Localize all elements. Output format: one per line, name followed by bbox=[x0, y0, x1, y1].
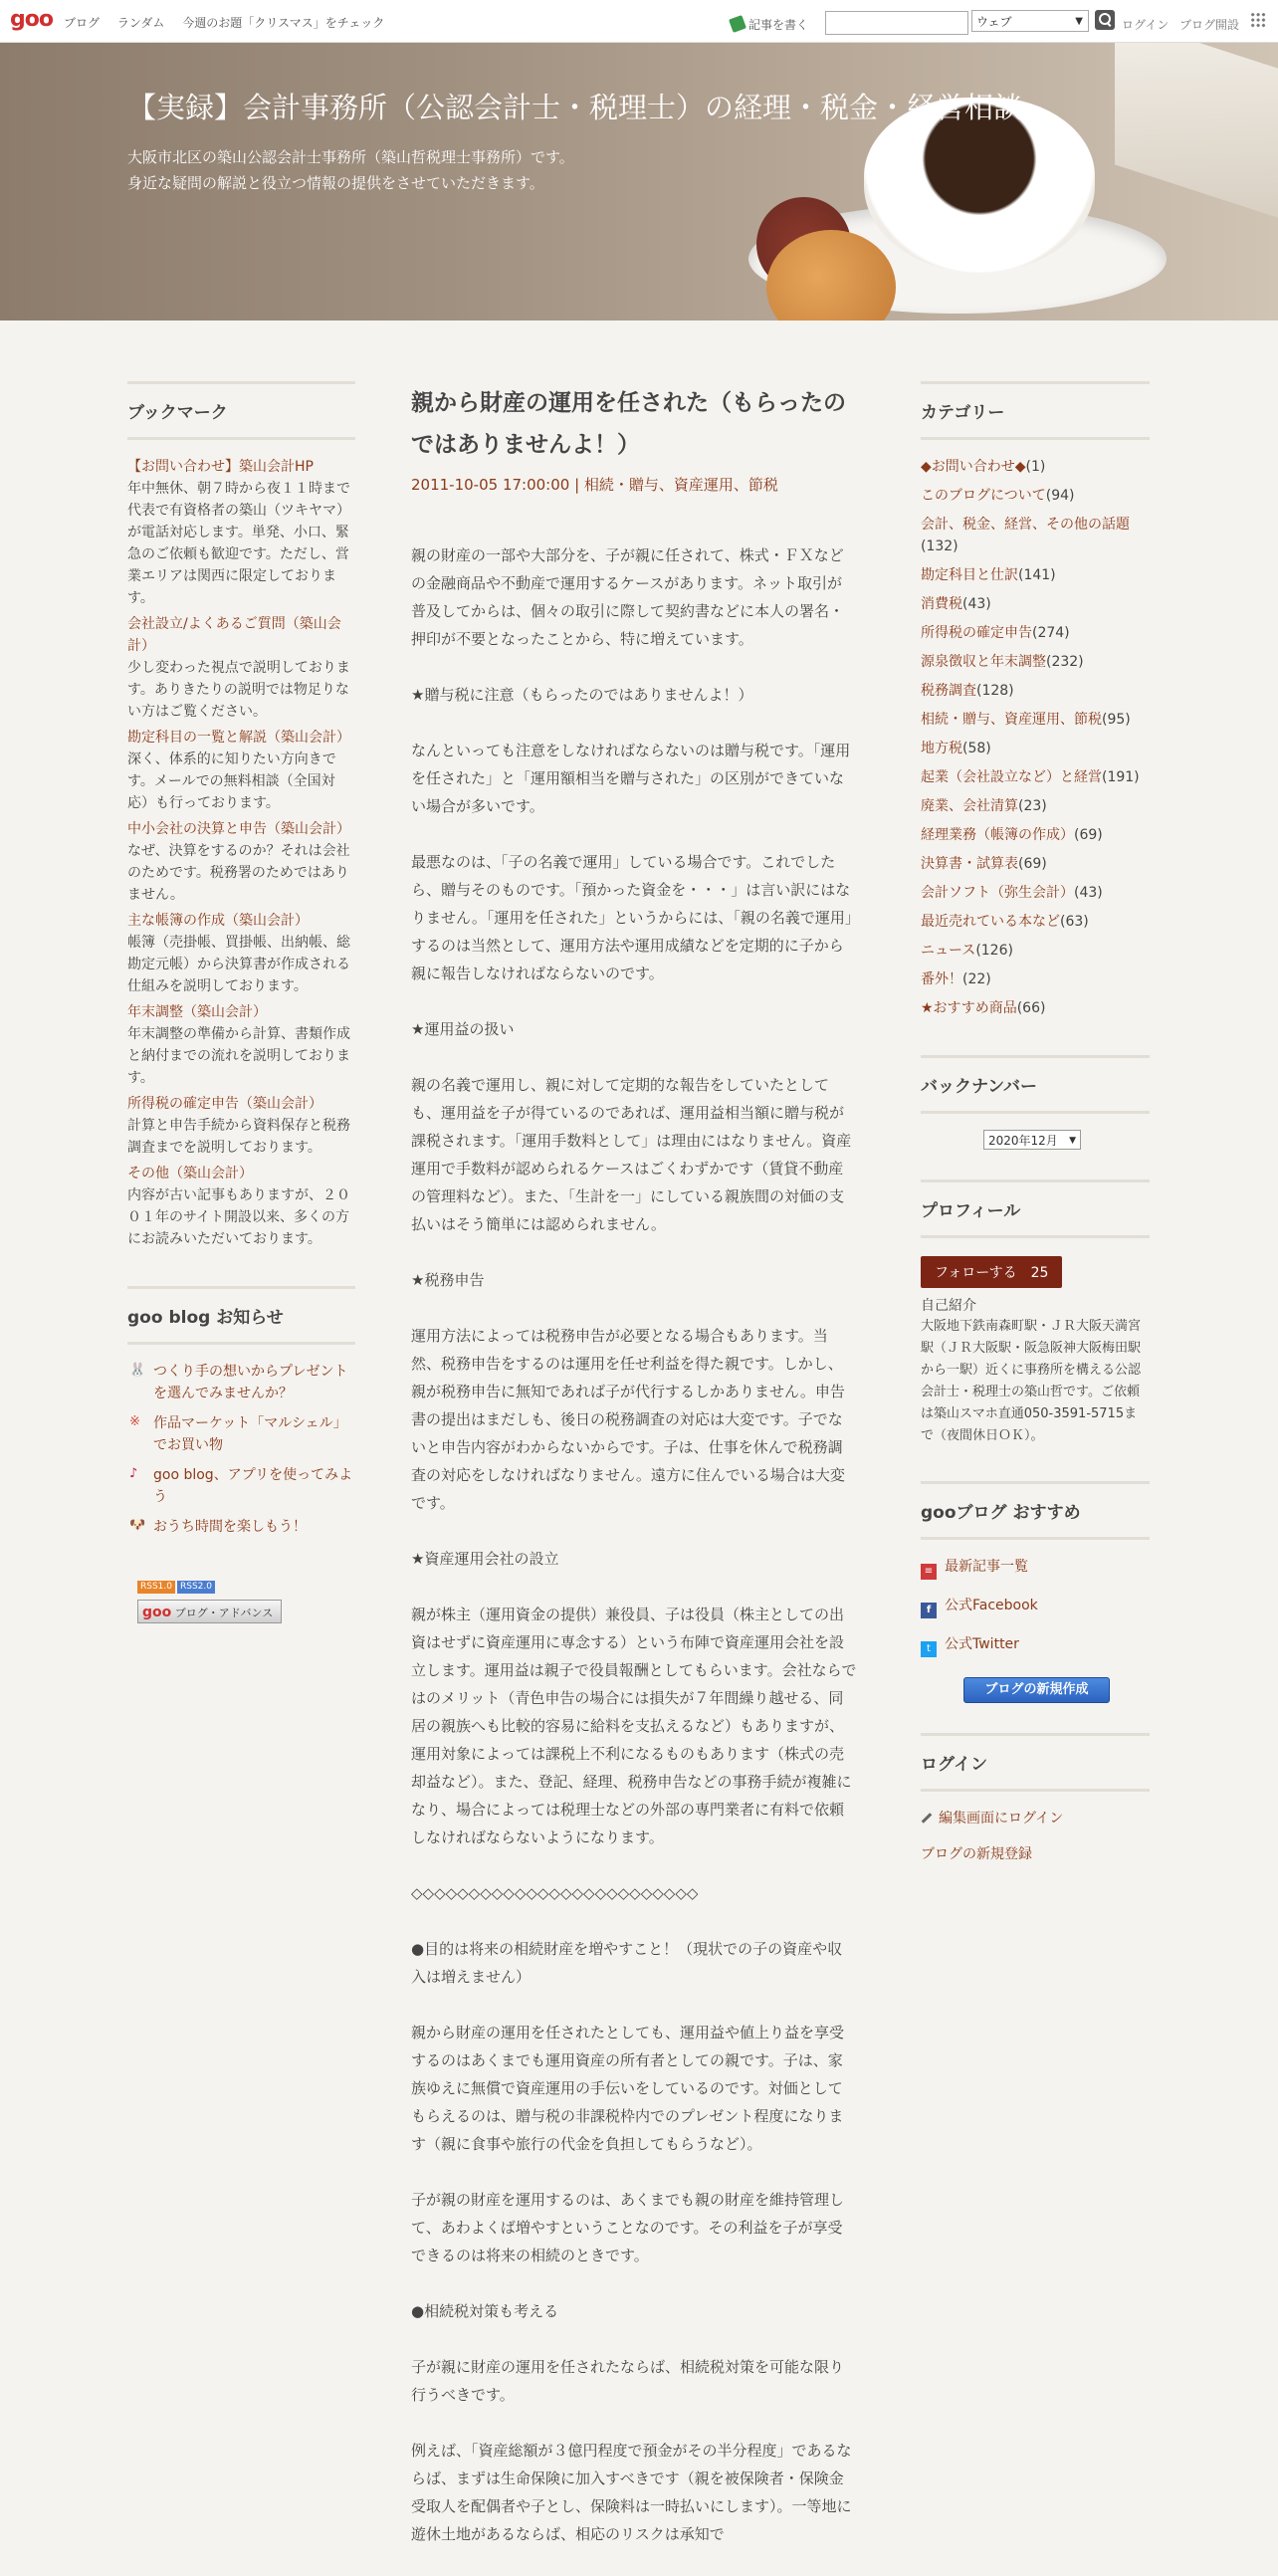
category-count: (94) bbox=[1045, 488, 1075, 504]
post-paragraph: 運用方法によっては税務申告が必要となる場合もあります。当然、税務申告をするのは運用を任せ利益を得た親です。しかし、親が税務申告に無知であれば子が代行するしかありません。申告書の提出はまだしも、後日の税務調査の対応は大変です。子でないと申告内容がわからないからです。子は、仕事を休んで税務調査の対応をしなければなりません。遠方に住んでいる場合は大変です。 bbox=[411, 1327, 845, 1512]
category-item bbox=[921, 456, 1150, 478]
recommend-label: 公式Facebook bbox=[945, 1598, 1038, 1613]
category-link[interactable]: ニュース bbox=[921, 943, 976, 959]
category-link[interactable]: 所得税の確定申告 bbox=[921, 625, 1032, 641]
bookmark-list bbox=[127, 456, 355, 1250]
archive-month-value: 2020年12月 bbox=[988, 1134, 1058, 1148]
nav-weekly-topic[interactable]: 今週のお題「クリスマス」をチェック bbox=[182, 16, 385, 30]
category-item bbox=[921, 795, 1150, 817]
pen-icon bbox=[729, 15, 746, 33]
new-blog-button[interactable]: ブログの新規作成 bbox=[963, 1677, 1110, 1703]
category-link[interactable]: 最近売れている本など bbox=[921, 914, 1060, 930]
blog-description-line-2: 身近な疑問の解説と役立つ情報の提供をさせていただきます。 bbox=[127, 174, 544, 192]
bookmark-link[interactable]: 主な帳簿の作成（築山会計） bbox=[127, 913, 309, 929]
category-count: (141) bbox=[1018, 567, 1056, 583]
twitter-icon: t bbox=[921, 1641, 937, 1657]
notice-item[interactable] bbox=[127, 1516, 355, 1538]
nav-blog[interactable]: ブログ bbox=[64, 16, 101, 30]
category-item bbox=[921, 593, 1150, 615]
blog-advance-banner[interactable] bbox=[137, 1600, 282, 1623]
category-link[interactable]: 決算書・試算表 bbox=[921, 856, 1018, 872]
category-item bbox=[921, 968, 1150, 990]
post-date[interactable]: 2011-10-05 17:00:00 bbox=[411, 476, 570, 494]
blog-description-line-1: 大阪市北区の築山公認会計士事務所（築山哲税理士事務所）です。 bbox=[127, 148, 574, 166]
notice-text: つくり手の想いからプレゼントを選んでみませんか？ bbox=[153, 1364, 348, 1401]
bookmark-desc: 少し変わった視点で説明しております。ありきたりの説明では物足りない方はご覧ください。 bbox=[127, 660, 350, 720]
post-body bbox=[411, 541, 857, 2548]
profile-heading: プロフィール bbox=[921, 1180, 1150, 1238]
notice-item[interactable] bbox=[127, 1361, 355, 1404]
category-count: (95) bbox=[1102, 712, 1131, 728]
article-list-icon: ≡ bbox=[921, 1564, 937, 1580]
rss1-badge[interactable]: RSS1.0 bbox=[137, 1581, 175, 1594]
blog-header bbox=[0, 43, 1278, 321]
profile-label: 自己紹介 bbox=[921, 1298, 976, 1314]
post-paragraph: 親が株主（運用資金の提供）兼役員、子は役員（株主としての出資はせずに資産運用に専念する）という布陣で資産運用会社を設立します。運用益は親子で役員報酬としてもらいます。会社ならではのメリット（青色申告の場合には損失が７年間繰り越せる、同居の親族へも比較的容易に給料を支払えるなど）もありますが、運用対象によっては課税上不利になるものもあります（株式の売却益など）。また、登記、経理、税務申告などの事務手続が複雑になり、場合によっては税理士などの外部の専門業者に有料で依頼しなければならないようになります。 bbox=[411, 1606, 857, 1846]
recommend-label: 最新記事一覧 bbox=[945, 1559, 1028, 1575]
post-paragraph: ★贈与税に注意（もらったのではありませんよ！） bbox=[411, 686, 753, 704]
post-paragraph: ●目的は将来の相続財産を増やすこと！（現状での子の資産や収入は増えません） bbox=[411, 1940, 843, 1986]
facebook-icon: f bbox=[921, 1603, 937, 1618]
bookmark-link[interactable]: 勘定科目の一覧と解説（築山会計） bbox=[127, 730, 350, 746]
category-count: (1) bbox=[1025, 459, 1046, 475]
category-count: (128) bbox=[976, 683, 1014, 699]
category-count: (191) bbox=[1102, 769, 1140, 785]
bookmark-link[interactable]: その他（築山会計） bbox=[127, 1166, 253, 1181]
bookmark-link[interactable]: 中小会社の決算と申告（築山会計） bbox=[127, 821, 350, 837]
music-icon: ♪ bbox=[129, 1466, 138, 1481]
nav-random[interactable]: ランダム bbox=[116, 16, 165, 30]
category-count: (22) bbox=[962, 971, 991, 987]
category-link[interactable]: ★おすすめ商品 bbox=[921, 1000, 1017, 1016]
category-item bbox=[921, 738, 1150, 759]
bookmark-desc: 年中無休、朝７時から夜１１時まで代表で有資格者の築山（ツキヤマ）が電話対応します。単発、小口、緊急のご依頼も歓迎です。ただし、営業エリアは関西に限定しております。 bbox=[127, 481, 350, 606]
post-paragraph: 例えば、「資産総額が３億円程度で預金がその半分程度」であるならば、まずは生命保険に加入すべきです（親を被保険者・保険金受取人を配偶者や子とし、保険料は一時払いにします）。一等地に遊休土地があるならば、相応のリスクは承知で bbox=[411, 2442, 852, 2543]
archive-month-select[interactable] bbox=[983, 1130, 1081, 1150]
category-item bbox=[921, 709, 1150, 731]
bookmark-item bbox=[127, 1163, 355, 1250]
notice-text: 作品マーケット「マルシェル」でお買い物 bbox=[153, 1415, 347, 1453]
bookmark-link[interactable]: 年末調整（築山会計） bbox=[127, 1004, 267, 1020]
category-count: (66) bbox=[1016, 1000, 1046, 1016]
post-paragraph: 親から財産の運用を任されたとしても、運用益や値上り益を享受するのはあくまでも運用資産の所有者としての親です。子は、家族ゆえに無償で資産運用の手伝いをしているのです。対価としてもらえるのは、贈与税の非課税枠内でのプレゼント程度になります（親に食事や旅行の代金を負担してもらうなど）。 bbox=[411, 2024, 845, 2153]
post-paragraph: 最悪なのは、「子の名義で運用」している場合です。これでしたら、贈与そのものです。「預かった資金を・・・」は言い訳にはなりません。「運用を任された」というからには、「親の名義で運用」するのは当然として、運用方法や運用成績などを定期的に子から親に報告しなければならないのです。 bbox=[411, 853, 853, 982]
recommend-label: 公式Twitter bbox=[945, 1636, 1019, 1652]
category-item bbox=[921, 853, 1150, 875]
notice-text: goo blog、アプリを使ってみよう bbox=[153, 1467, 353, 1505]
blog-title[interactable]: 【実録】会計事務所（公認会計士・税理士）の経理・税金・経営相談 bbox=[127, 91, 1023, 124]
notice-text: おうち時間を楽しもう！ bbox=[153, 1519, 307, 1535]
category-count: (132) bbox=[921, 538, 958, 554]
post-paragraph: 親の財産の一部や大部分を、子が親に任されて、株式・ＦＸなどの金融商品や不動産で運用するケースがあります。ネット取引が普及してからは、個々の取引に際して契約書などに本人の署名・押印が不要となったことから、特に増えています。 bbox=[411, 546, 845, 648]
category-item bbox=[921, 680, 1150, 702]
post-paragraph: ★資産運用会社の設立 bbox=[411, 1550, 559, 1568]
category-link[interactable]: 源泉徴収と年末調整 bbox=[921, 654, 1046, 670]
rss2-badge[interactable]: RSS2.0 bbox=[177, 1581, 215, 1594]
notice-list bbox=[127, 1361, 355, 1538]
notice-item[interactable] bbox=[127, 1464, 355, 1508]
category-link[interactable]: 相続・贈与、資産運用、節税 bbox=[921, 712, 1102, 728]
bookmark-desc: 年末調整の準備から計算、書類作成と納付までの流れを説明しております。 bbox=[127, 1026, 350, 1086]
write-article-label: 記事を書く bbox=[748, 18, 809, 32]
left-sidebar bbox=[127, 381, 355, 1623]
category-count: (23) bbox=[1018, 798, 1047, 814]
post-paragraph: ★税務申告 bbox=[411, 1271, 485, 1289]
bookmark-item bbox=[127, 456, 355, 609]
category-item bbox=[921, 824, 1150, 846]
category-heading: カテゴリー bbox=[921, 381, 1150, 440]
search-scope-select[interactable] bbox=[971, 10, 1089, 32]
category-count: (43) bbox=[1074, 885, 1103, 901]
category-link[interactable]: 消費税 bbox=[921, 596, 962, 612]
header-book-decoration bbox=[1115, 43, 1278, 220]
category-link[interactable]: 税務調査 bbox=[921, 683, 976, 699]
category-count: (58) bbox=[962, 741, 991, 756]
bookmark-desc: なぜ、決算をするのか？それは会社のためです。税務署のためではありません。 bbox=[127, 843, 350, 903]
search-scope-value: ウェブ bbox=[976, 15, 1012, 29]
bookmark-desc: 内容が古い記事もありますが、２００１年のサイト開設以来、多くの方にお読みいただいております。 bbox=[127, 1187, 350, 1247]
chevron-down-icon: ▼ bbox=[1069, 1136, 1076, 1146]
category-item bbox=[921, 882, 1150, 904]
open-blog-link[interactable]: ブログ開設 bbox=[1179, 18, 1240, 32]
category-count: (63) bbox=[1060, 914, 1089, 930]
bookmark-desc: 帳簿（売掛帳、買掛帳、出納帳、総勘定元帳）から決算書が作成される仕組みを説明しております。 bbox=[127, 935, 350, 994]
category-link[interactable]: 勘定科目と仕訳 bbox=[921, 567, 1018, 583]
category-item bbox=[921, 911, 1150, 933]
post-category[interactable]: 相続・贈与、資産運用、節税 bbox=[583, 476, 778, 494]
bookmark-link[interactable]: 会社設立/よくあるご質問（築山会計） bbox=[127, 616, 341, 654]
advance-goo-logo: goo bbox=[142, 1605, 172, 1620]
category-count: (232) bbox=[1046, 654, 1084, 670]
top-bar bbox=[0, 0, 1278, 43]
search-button[interactable] bbox=[1095, 10, 1115, 30]
bookmark-item bbox=[127, 1001, 355, 1089]
edit-login-link[interactable] bbox=[921, 1808, 1150, 1829]
bookmark-item bbox=[127, 1093, 355, 1159]
article bbox=[411, 381, 857, 2576]
category-item bbox=[921, 766, 1150, 788]
search-input[interactable] bbox=[825, 11, 968, 35]
login-heading: ログイン bbox=[921, 1733, 1150, 1792]
bookmark-item bbox=[127, 613, 355, 723]
login-link[interactable]: ログイン bbox=[1122, 18, 1170, 32]
bookmark-heading: ブックマーク bbox=[127, 381, 355, 440]
bookmark-item bbox=[127, 727, 355, 814]
write-article-link[interactable] bbox=[731, 16, 808, 33]
category-item bbox=[921, 651, 1150, 673]
category-link[interactable]: 起業（会社設立など）と経営 bbox=[921, 769, 1102, 785]
category-count: (43) bbox=[962, 596, 991, 612]
post-paragraph: ●相続税対策も考える bbox=[411, 2302, 559, 2320]
category-link[interactable]: 会計、税金、経営、その他の話題 bbox=[921, 517, 1130, 533]
post-meta-separator: | bbox=[569, 476, 584, 494]
post-paragraph: 親の名義で運用し、親に対して定期的な報告をしていたとしても、運用益を子が得ているのであれば、運用益相当額に贈与税が課税されます。「運用手数料として」は理由にはなりません。資産運用で手数料が認められるケースはごくわずかです（賃貸不動産の管理料など）。また、「生計を一」にしている親族間の対価の支払いはそう簡単には認められません。 bbox=[411, 1076, 852, 1233]
right-sidebar bbox=[921, 381, 1150, 1865]
goo-logo[interactable]: goo bbox=[10, 7, 53, 32]
recommend-list bbox=[921, 1556, 1150, 1657]
edit-login-label: 編集画面にログイン bbox=[939, 1811, 1064, 1826]
follow-button[interactable] bbox=[921, 1256, 1062, 1288]
category-count: (69) bbox=[1074, 827, 1103, 843]
category-link[interactable]: 会計ソフト（弥生会計） bbox=[921, 885, 1074, 901]
chevron-down-icon: ▼ bbox=[1075, 16, 1083, 27]
category-link[interactable]: 経理業務（帳簿の作成） bbox=[921, 827, 1074, 843]
recommend-heading: gooブログ おすすめ bbox=[921, 1481, 1150, 1540]
notice-item[interactable] bbox=[127, 1412, 355, 1456]
recommend-item-latest[interactable] bbox=[921, 1556, 1150, 1580]
recommend-item-facebook[interactable] bbox=[921, 1595, 1150, 1618]
bookmark-link[interactable]: 【お問い合わせ】築山会計HP bbox=[127, 459, 314, 475]
feed-badges bbox=[127, 1574, 355, 1623]
recommend-item-twitter[interactable] bbox=[921, 1633, 1150, 1657]
bookmark-desc: 計算と申告手続から資料保存と税務調査までを説明しております。 bbox=[127, 1118, 350, 1156]
category-item bbox=[921, 940, 1150, 962]
bookmark-item bbox=[127, 910, 355, 997]
post-title[interactable]: 親から財産の運用を任された（もらったのではありませんよ！） bbox=[411, 390, 846, 458]
follow-label: フォローする bbox=[935, 1265, 1017, 1281]
category-list bbox=[921, 456, 1150, 1019]
bookmark-link[interactable]: 所得税の確定申告（築山会計） bbox=[127, 1096, 322, 1112]
bookmark-item bbox=[127, 818, 355, 906]
category-link[interactable]: 番外！ bbox=[921, 971, 962, 987]
register-blog-link[interactable]: ブログの新規登録 bbox=[921, 1846, 1032, 1862]
apps-grid-icon[interactable] bbox=[1250, 12, 1266, 28]
category-count: (274) bbox=[1032, 625, 1070, 641]
category-count: (69) bbox=[1018, 856, 1047, 872]
top-nav bbox=[64, 14, 398, 31]
pencil-icon bbox=[922, 1813, 933, 1824]
category-item bbox=[921, 514, 1150, 557]
post-paragraph: なんといっても注意をしなければならないのは贈与税です。「運用を任された」と「運用額相当を贈与された」の区別ができていない場合が多いです。 bbox=[411, 742, 851, 815]
category-count: (126) bbox=[975, 943, 1013, 959]
bookmark-desc: 深く、体系的に知りたい方向きです。メールでの無料相談（全国対応）も行っております。 bbox=[127, 751, 336, 811]
post-paragraph: ★運用益の扱い bbox=[411, 1020, 515, 1038]
post-meta bbox=[411, 474, 857, 495]
category-link[interactable]: 地方税 bbox=[921, 741, 962, 756]
category-item bbox=[921, 997, 1150, 1019]
post-paragraph: 子が親に財産の運用を任されたならば、相続税対策を可能な限り行うべきです。 bbox=[411, 2358, 845, 2404]
category-link[interactable]: ◆お問い合わせ◆ bbox=[921, 459, 1026, 475]
post-paragraph: ◇◇◇◇◇◇◇◇◇◇◇◇◇◇◇◇◇◇◇◇◇◇◇◇◇ bbox=[411, 1884, 699, 1902]
notice-heading: goo blog お知らせ bbox=[127, 1286, 355, 1345]
category-item bbox=[921, 564, 1150, 586]
category-item bbox=[921, 485, 1150, 507]
market-icon: ※ bbox=[129, 1414, 140, 1429]
backnumber-heading: バックナンバー bbox=[921, 1055, 1150, 1114]
profile-text: 大阪地下鉄南森町駅・ＪＲ大阪天満宮駅（ＪＲ大阪駅・阪急阪神大阪梅田駅から一駅）近くに事務所を構える公認会計士・税理士の築山哲です。ご依頼は築山スマホ直通050-3591-5715まで（夜間休日ＯＫ）。 bbox=[921, 1319, 1142, 1443]
follower-count: 25 bbox=[1030, 1265, 1049, 1281]
category-link[interactable]: このブログについて bbox=[921, 488, 1046, 504]
rabbit-icon: 🐰 bbox=[129, 1363, 146, 1378]
post-paragraph: 子が親の財産を運用するのは、あくまでも親の財産を維持管理して、あわよくば増やすということなのです。その利益を子が享受できるのは将来の相続のときです。 bbox=[411, 2191, 845, 2264]
dog-icon: 🐶 bbox=[129, 1518, 146, 1533]
blog-description bbox=[127, 144, 574, 196]
advance-label: ブログ・アドバンス bbox=[174, 1607, 274, 1619]
category-link[interactable]: 廃業、会社清算 bbox=[921, 798, 1018, 814]
category-item bbox=[921, 622, 1150, 644]
